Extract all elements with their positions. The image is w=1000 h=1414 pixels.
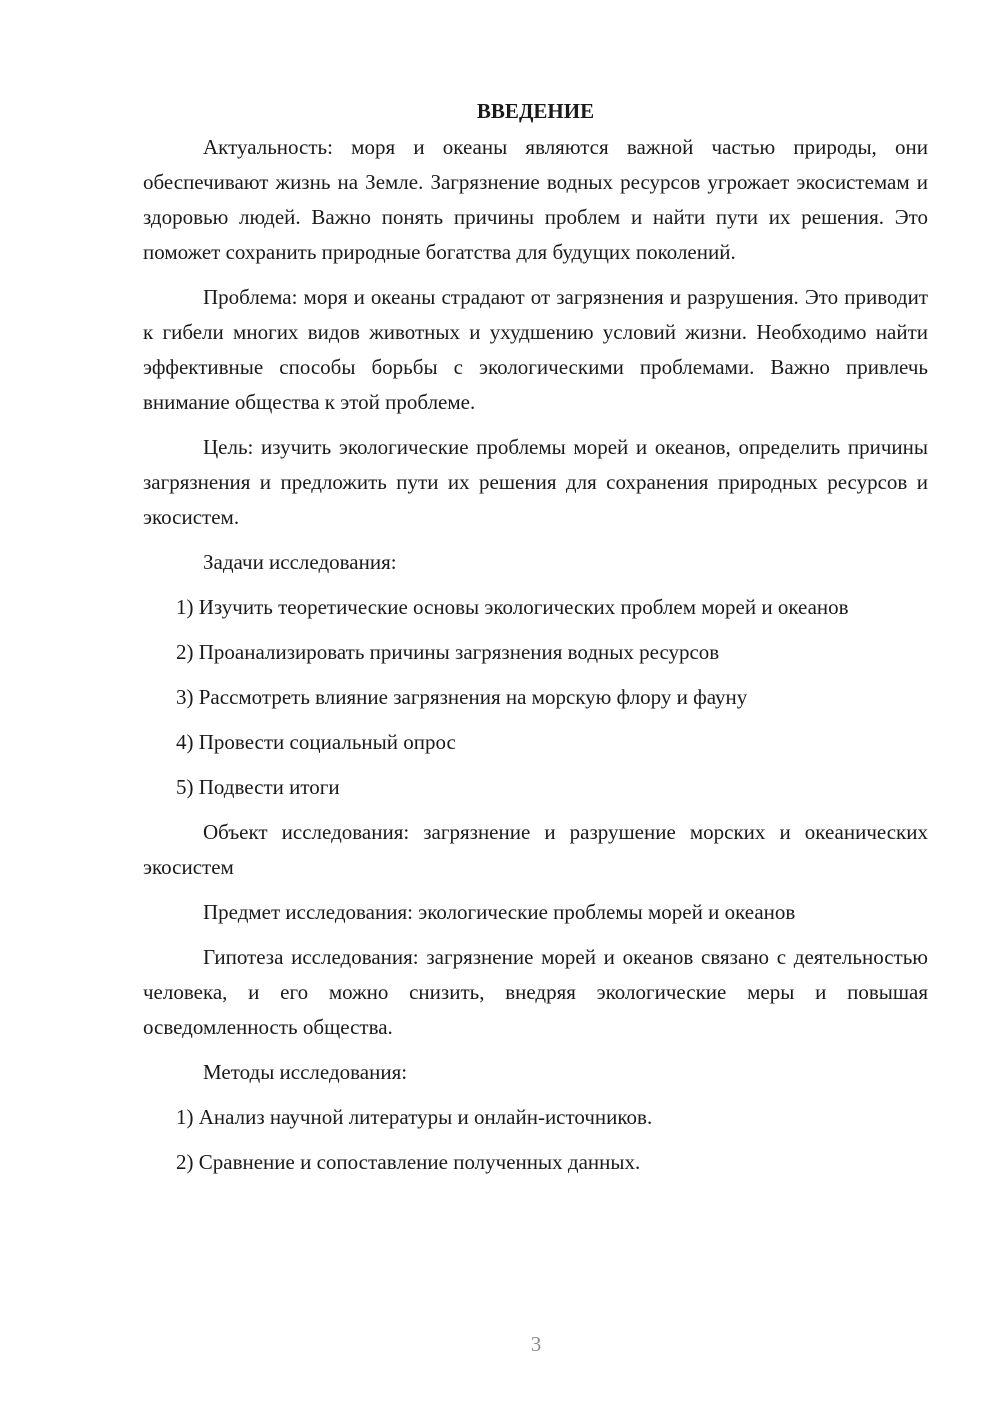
methods-heading: Методы исследования: xyxy=(203,1060,408,1084)
paragraph-problem: Проблема: моря и океаны страдают от загрязнения и разрушения. Это приводит к гибели многих видов животных и ухудшению условий жизни. Необходимо найти эффективные способы борьбы с экологическими проблемами. Важно привлечь внимание общества к этой проблеме. xyxy=(143,285,928,414)
method-item-2: 2) Сравнение и сопоставление полученных данных. xyxy=(176,1150,641,1174)
page-content xyxy=(143,94,928,1190)
paragraph-subject: Предмет исследования: экологические проблемы морей и океанов xyxy=(203,900,796,924)
page-number: 3 xyxy=(530,1332,542,1356)
paragraph-object: Объект исследования: загрязнение и разрушение морских и океанических экосистем xyxy=(143,820,928,879)
section-title: ВВЕДЕНИЕ xyxy=(476,99,595,123)
task-item-5: 5) Подвести итоги xyxy=(176,775,340,799)
task-item-4: 4) Провести социальный опрос xyxy=(176,730,456,754)
task-item-2: 2) Проанализировать причины загрязнения водных ресурсов xyxy=(176,640,720,664)
paragraph-goal: Цель: изучить экологические проблемы морей и океанов, определить причины загрязнения и предложить пути их решения для сохранения природных ресурсов и экосистем. xyxy=(143,435,928,529)
task-item-3: 3) Рассмотреть влияние загрязнения на морскую флору и фауну xyxy=(176,685,748,709)
paragraph-hypothesis: Гипотеза исследования: загрязнение морей и океанов связано с деятельностью человека, и его можно снизить, внедряя экологические меры и повышая осведомленность общества. xyxy=(143,945,928,1039)
task-item-1: 1) Изучить теоретические основы экологических проблем морей и океанов xyxy=(176,595,849,619)
method-item-1: 1) Анализ научной литературы и онлайн-источников. xyxy=(176,1105,653,1129)
paragraph-relevance: Актуальность: моря и океаны являются важной частью природы, они обеспечивают жизнь на Земле. Загрязнение водных ресурсов угрожает экосистемам и здоровью людей. Важно понять причины проблем и найти пути их решения. Это поможет сохранить природные богатства для будущих поколений. xyxy=(143,135,928,264)
tasks-heading: Задачи исследования: xyxy=(203,550,397,574)
